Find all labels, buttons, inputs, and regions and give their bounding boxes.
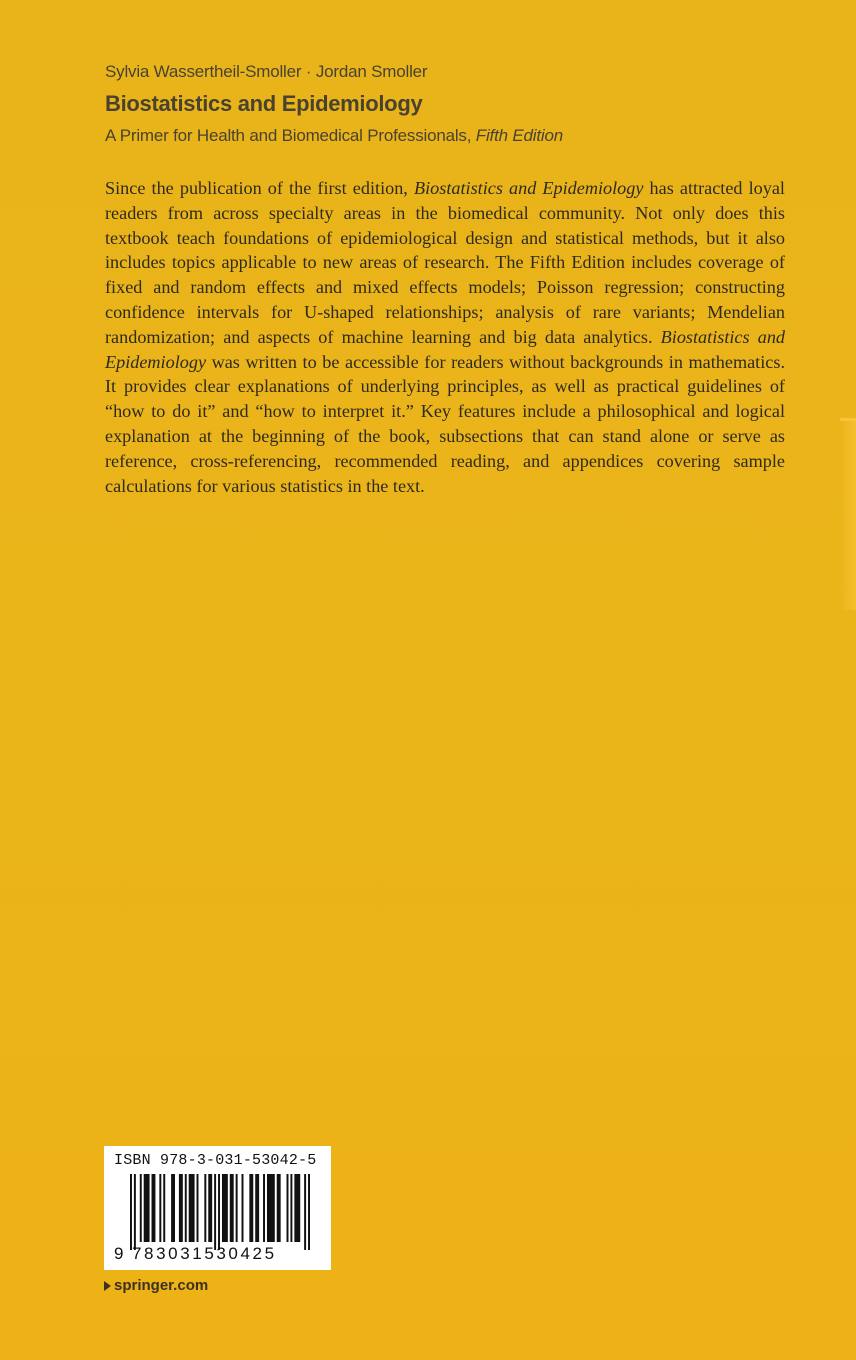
blurb-part-3: was written to be accessible for readers without backgrounds in mathematics. It provides clear explanations of underlying principles, as well as practical guidelines of “how to do it” and “how to interpret it.” Key features include a philosophical and logical explanation at the beginning of the book, subsections that can stand alone or serve as reference, cross-referencing, recommended reading, and appendices covering sample calculations for various statistics in the text.: [105, 351, 785, 496]
barcode-bar: [185, 1174, 187, 1242]
barcode-bars: [130, 1174, 310, 1250]
barcode-bar: [208, 1174, 212, 1242]
barcode-bar: [144, 1174, 150, 1242]
barcode-bar: [222, 1174, 228, 1242]
barcode-bar: [263, 1174, 265, 1242]
blurb-title-ref-2: Biostatistics and Epidemiology: [105, 326, 786, 372]
barcode-bar: [287, 1174, 289, 1242]
barcode-bar: [294, 1174, 300, 1242]
barcode-bar: [159, 1174, 161, 1242]
book-title: Biostatistics and Epidemiology: [105, 91, 423, 116]
isbn-number: ISBN 978-3-031-53042-5: [114, 1152, 317, 1169]
book-description: [105, 176, 785, 498]
barcode-bar: [267, 1174, 275, 1242]
barcode-bar: [140, 1174, 142, 1242]
barcode-bar: [204, 1174, 206, 1242]
barcode-bar: [197, 1174, 199, 1242]
ean-lead-digit: 9: [114, 1244, 124, 1263]
author-names: Sylvia Wassertheil-Smoller · Jordan Smoller: [105, 62, 428, 81]
barcode-bar: [277, 1174, 281, 1242]
edition-label: Fifth Edition: [475, 126, 563, 145]
ean-digit-groups: 783031530425: [132, 1244, 277, 1263]
barcode-bar: [236, 1174, 238, 1242]
barcode-bar: [171, 1174, 175, 1242]
barcode-bar: [179, 1174, 183, 1242]
barcode-bar: [134, 1174, 136, 1250]
barcode-bar: [242, 1174, 244, 1242]
ean-digits: [114, 1244, 314, 1264]
blurb-part-2: has attracted loyal readers from across specialty areas in the biomedical community. Not only does this textbook teach foundations of epidemiological design and statistical methods, but it also includes topics applicable to new areas of research. The Fifth Edition includes coverage of fixed and random effects and mixed effects models; Poisson regression; constructing confidence intervals for U-shaped relationships; analysis of rare variants; Mendelian randomization; and aspects of machine learning and big data analytics.: [105, 178, 785, 347]
blurb-part-1: Since the publication of the first edition,: [105, 178, 414, 198]
barcode-bar: [130, 1174, 132, 1250]
spine-edge-highlight: [840, 418, 856, 610]
isbn-barcode-box: [104, 1146, 331, 1270]
barcode-bar: [189, 1174, 195, 1242]
book-subtitle: [105, 126, 563, 146]
barcode-bar: [304, 1174, 306, 1250]
barcode-bar: [214, 1174, 216, 1250]
barcode-bar: [290, 1174, 292, 1242]
barcode-bar: [308, 1174, 310, 1250]
publisher-url: springer.com: [114, 1277, 209, 1294]
subtitle-text: A Primer for Health and Biomedical Professionals,: [105, 126, 476, 145]
barcode-bar: [163, 1174, 165, 1242]
barcode-bar: [152, 1174, 156, 1242]
barcode-bar: [218, 1174, 220, 1250]
blurb-title-ref-1: Biostatistics and Epidemiology: [413, 178, 644, 198]
barcode-bar: [249, 1174, 253, 1242]
barcode-bar: [255, 1174, 259, 1242]
publisher-link[interactable]: [104, 1277, 208, 1294]
triangle-arrow-icon: [104, 1281, 111, 1291]
barcode-bar: [230, 1174, 234, 1242]
